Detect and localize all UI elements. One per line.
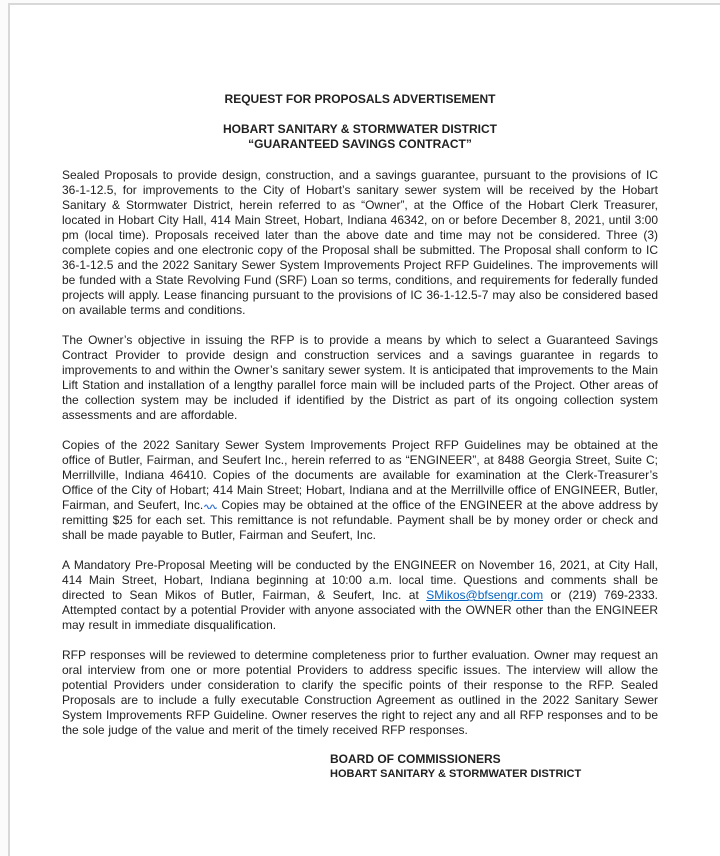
email-link[interactable]: SMikos@bfsengr.com xyxy=(426,588,544,602)
grammar-squiggle-icon xyxy=(204,503,217,509)
paragraph-copies-guidelines xyxy=(62,438,658,543)
paragraph-rfp-review: RFP responses will be reviewed to determine completeness prior to further evaluation. Owner may request an oral interview from one or more potential Providers to address specific issues. The interview will allow the potential Providers under consideration to clarify the specific points of their response to the RFP. Sealed Proposals are to include a fully executable Construction Agreement as outlined in the 2022 Sanitary Sewer System Improvements RFP Guideline. Owner reserves the right to reject any and all RFP responses and to be the sole judge of the value and merit of the timely received RFP responses. xyxy=(62,648,658,737)
paragraph-owner-objective: The Owner’s objective in issuing the RFP is to provide a means by which to select a Guaranteed Savings Contract Provider to provide design and construction services and a savings guarantee in regards to improvements to and within the Owner’s sanitary sewer system. It is anticipated that improvements to the Main Lift Station and installation of a lengthy parallel force main will be included parts of the Project. Other areas of the collection system may be included if identified by the District as part of its ongoing collection system assessments and are affordable. xyxy=(62,333,658,422)
paragraph-meeting-text-a: A Mandatory Pre-Proposal Meeting will be conducted by the ENGINEER on November 16, 2021, at City Hall, 414 Main Street, Hobart, Indiana beginning at 10:00 a.m. local time. Questions and comments shall be directed to Sean Mikos of Butler, Fairman, & Seufert, Inc. at xyxy=(62,558,658,602)
paragraph-preproposal-meeting xyxy=(62,558,658,633)
paragraph-sealed-proposals: Sealed Proposals to provide design, construction, and a savings guarantee, pursuant to the provisions of IC 36-1-12.5, for improvements to the City of Hobart’s sanitary sewer system will be received by the Hobart Sanitary & Stormwater District, herein referred to as “Owner”, at the Office of the Hobart Clerk Treasurer, located in Hobart City Hall, 414 Main Street, Hobart, Indiana 46342, on or before December 8, 2021, until 3:00 pm (local time). Proposals received later than the above date and time may not be considered. Three (3) complete copies and one electronic copy of the Proposal shall be submitted. The Proposal shall conform to IC 36-1-12.5 and the 2022 Sanitary Sewer System Improvements Project RFP Guidelines. The improvements will be funded with a State Revolving Fund (SRF) Loan so terms, conditions, and requirements for federally funded projects will apply. Lease financing pursuant to the provisions of IC 36-1-12.5-7 may also be considered based on available terms and conditions. xyxy=(62,168,658,317)
paragraph-meeting-text-b: or (219) 769-2333. Attempted contact by a potential Provider with anyone associated with the OWNER other than the ENGINEER may result in immediate disqualification. xyxy=(62,588,659,632)
paragraph-copies-text-a: Copies of the 2022 Sanitary Sewer System Improvements Project RFP Guidelines may be obtained at the office of Butler, Fairman, and Seufert Inc., herein referred to as “ENGINEER”, at 8488 Georgia Street, Suite C; Merrillville, Indiana 46410. Copies of the documents are available for examination at the Clerk-Treasurer’s Office of the City of Hobart; 414 Main Street; Hobart, Indiana and at the Merrillville office of ENGINEER, Butler, Fairman, and Seufert, Inc. xyxy=(62,438,658,512)
org-name-heading: HOBART SANITARY & STORMWATER DISTRICT xyxy=(223,122,497,136)
paragraph-copies-text-b: Copies may be obtained at the office of the ENGINEER at the above address by remitting $25 for each set. This remittance is not refundable. Payment shall be by money order or check and shall be made payable to Butler, Fairman and Seufert, Inc. xyxy=(62,498,659,542)
signature-district: HOBART SANITARY & STORMWATER DISTRICT xyxy=(330,768,582,780)
signature-block xyxy=(330,752,658,781)
signature-board: BOARD OF COMMISSIONERS xyxy=(330,752,501,766)
document-title: REQUEST FOR PROPOSALS ADVERTISEMENT xyxy=(224,92,496,106)
contract-subtitle: “GUARANTEED SAVINGS CONTRACT” xyxy=(248,137,472,151)
document-page xyxy=(8,3,720,856)
